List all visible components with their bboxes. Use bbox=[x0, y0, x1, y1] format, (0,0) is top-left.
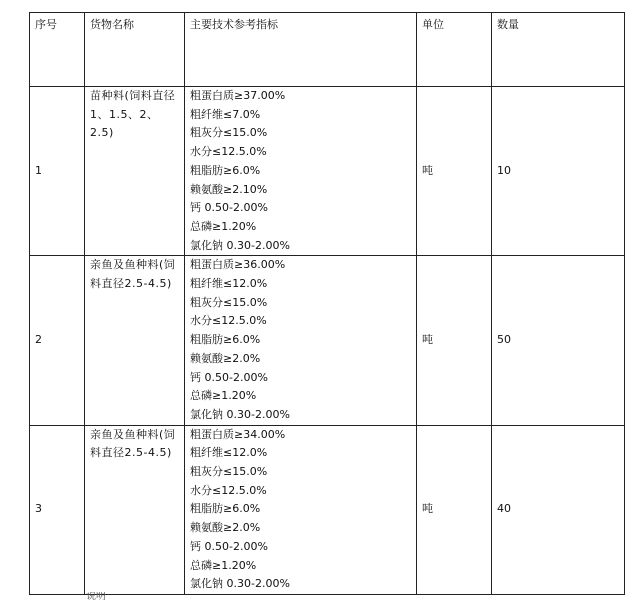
row-unit: 吨 bbox=[417, 425, 492, 594]
table-row bbox=[30, 425, 625, 594]
table-row bbox=[30, 256, 625, 425]
spec-line: 粗灰分≤15.0% bbox=[190, 465, 268, 479]
header-no: 序号 bbox=[30, 13, 85, 87]
spec-line: 粗脂肪≥6.0% bbox=[190, 163, 261, 177]
spec-line: 总磷≥1.20% bbox=[190, 558, 257, 572]
spec-line: 粗脂肪≥6.0% bbox=[190, 333, 261, 347]
row-name: 亲鱼及鱼种料(饲料直径2.5-4.5) bbox=[85, 256, 185, 425]
spec-line: 氯化钠 0.30-2.00% bbox=[190, 407, 290, 421]
row-no: 1 bbox=[30, 87, 85, 256]
spec-line: 钙 0.50-2.00% bbox=[190, 370, 268, 384]
header-name: 货物名称 bbox=[85, 13, 185, 87]
row-no: 2 bbox=[30, 256, 85, 425]
spec-line: 水分≤12.5.0% bbox=[190, 483, 267, 497]
header-qty: 数量 bbox=[492, 13, 625, 87]
spec-line: 粗蛋白质≥36.00% bbox=[190, 258, 286, 272]
spec-line: 钙 0.50-2.00% bbox=[190, 539, 268, 553]
spec-line: 氯化钠 0.30-2.00% bbox=[190, 577, 290, 591]
spec-line: 粗纤维≤12.0% bbox=[190, 446, 268, 460]
row-specs bbox=[185, 256, 417, 425]
row-name: 亲鱼及鱼种料(饲料直径2.5-4.5) bbox=[85, 425, 185, 594]
spec-line: 水分≤12.5.0% bbox=[190, 314, 267, 328]
spec-line: 粗灰分≤15.0% bbox=[190, 295, 268, 309]
spec-line: 粗脂肪≥6.0% bbox=[190, 502, 261, 516]
row-specs bbox=[185, 87, 417, 256]
header-specs: 主要技术参考指标 bbox=[185, 13, 417, 87]
spec-line: 总磷≥1.20% bbox=[190, 219, 257, 233]
row-qty: 10 bbox=[492, 87, 625, 256]
spec-line: 粗灰分≤15.0% bbox=[190, 126, 268, 140]
header-unit: 单位 bbox=[417, 13, 492, 87]
spec-line: 赖氨酸≥2.0% bbox=[190, 351, 261, 365]
spec-line: 水分≤12.5.0% bbox=[190, 145, 267, 159]
row-specs bbox=[185, 425, 417, 594]
table-row bbox=[30, 87, 625, 256]
row-name: 苗种料(饲料直径1、1.5、2、2.5) bbox=[85, 87, 185, 256]
spec-line: 总磷≥1.20% bbox=[190, 389, 257, 403]
spec-line: 粗纤维≤7.0% bbox=[190, 107, 261, 121]
goods-table bbox=[29, 12, 625, 595]
spec-line: 赖氨酸≥2.0% bbox=[190, 521, 261, 535]
spec-line: 赖氨酸≥2.10% bbox=[190, 182, 268, 196]
below-table-text: 说明 bbox=[86, 592, 106, 600]
row-no: 3 bbox=[30, 425, 85, 594]
row-qty: 50 bbox=[492, 256, 625, 425]
spec-line: 氯化钠 0.30-2.00% bbox=[190, 238, 290, 252]
spec-line: 粗纤维≤12.0% bbox=[190, 277, 268, 291]
spec-line: 粗蛋白质≥37.00% bbox=[190, 89, 286, 102]
row-unit: 吨 bbox=[417, 256, 492, 425]
row-qty: 40 bbox=[492, 425, 625, 594]
spec-line: 粗蛋白质≥34.00% bbox=[190, 427, 286, 441]
row-unit: 吨 bbox=[417, 87, 492, 256]
header-row bbox=[30, 13, 625, 87]
spec-line: 钙 0.50-2.00% bbox=[190, 201, 268, 215]
